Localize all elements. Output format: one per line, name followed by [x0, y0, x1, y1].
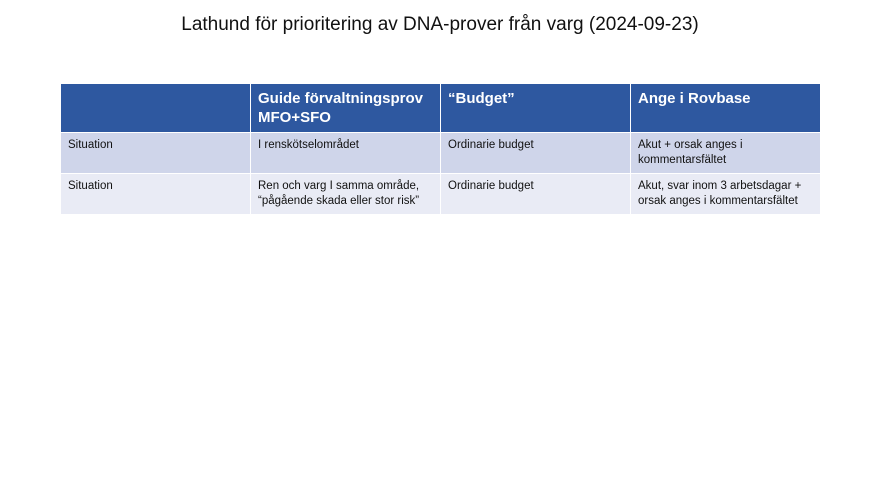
header-empty: [61, 84, 251, 133]
priority-table: [60, 83, 821, 215]
cell-budget: Ordinarie budget: [441, 174, 631, 215]
cell-rovbase: Akut, svar inom 3 arbetsdagar + orsak anges i kommentarsfältet: [631, 174, 821, 215]
table-row: [61, 174, 821, 215]
table-header-row: [61, 84, 821, 133]
cell-budget: Ordinarie budget: [441, 133, 631, 174]
header-budget: “Budget”: [441, 84, 631, 133]
cell-guide: I renskötselområdet: [251, 133, 441, 174]
cell-situation: Situation: [61, 133, 251, 174]
header-rovbase: Ange i Rovbase: [631, 84, 821, 133]
slide-title: Lathund för prioritering av DNA-prover från varg (2024-09-23): [181, 14, 699, 35]
cell-rovbase: Akut + orsak anges i kommentarsfältet: [631, 133, 821, 174]
header-guide: Guide förvaltningsprov MFO+SFO: [251, 84, 441, 133]
table-row: [61, 133, 821, 174]
cell-guide: Ren och varg I samma område, “pågående skada eller stor risk”: [251, 174, 441, 215]
cell-situation: Situation: [61, 174, 251, 215]
